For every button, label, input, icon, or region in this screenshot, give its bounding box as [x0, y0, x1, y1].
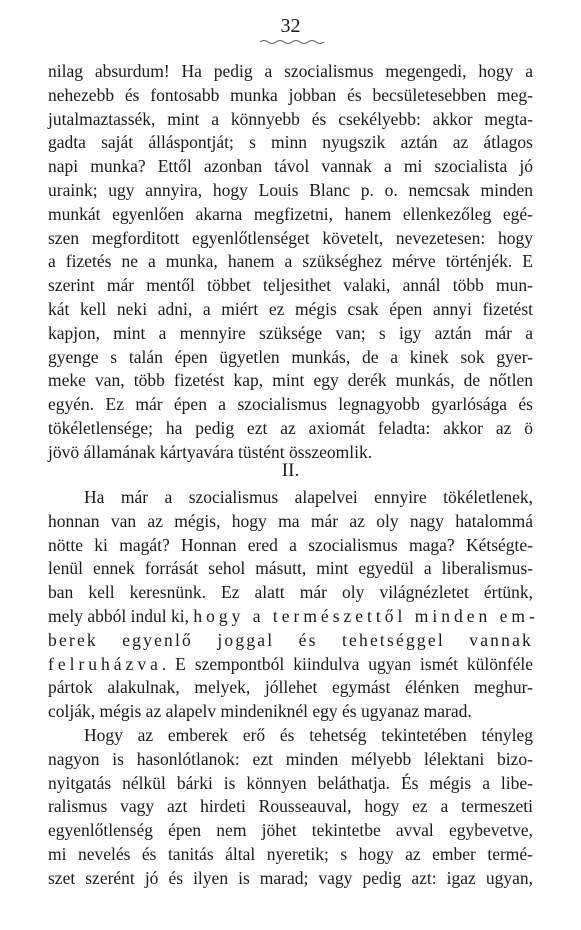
text-line: nehezebb és fontosabb munka jobban és becsületesebben meg-	[48, 84, 533, 105]
text-line: szerint már mentől többet teljesithet valaki, annál több mun-	[48, 275, 533, 296]
text-fragment: . E szempontból kiindulva ugyan ismét különféle	[161, 653, 533, 674]
page-number: 32	[280, 15, 301, 37]
text-line: egyenlőtlenség épen nem jöhet tekintetbe avval egybevetve,	[48, 820, 533, 841]
text-line: gadta saját álláspontját; s minn nyugszik aztán az átlagos	[48, 132, 533, 153]
text-line: ralismus vagy azt hirdeti Rousseauval, hogy ez a termeszeti	[48, 796, 533, 817]
text-line: nötte ki magát? Honnan ered a szocialismus maga? Kétségte-	[48, 534, 533, 555]
text-line: egyén. Ez már épen a szocialismus legnagyobb gyarlósága és	[48, 394, 533, 415]
text-line: nilag absurdum! Ha pedig a szocialismus megengedi, hogy a	[48, 61, 533, 81]
text-line: nagyon is hasonlótlanok: ezt minden mélyebb lélektani bizo-	[48, 748, 533, 769]
text-line: jövö államának kártyavára tüstént összeomlik.	[48, 441, 373, 462]
text-line: uraink; ugy annyira, hogy Louis Blanc p. o. nemcsak minden	[48, 179, 533, 200]
paragraph-continued	[48, 60, 533, 465]
paragraph-section-2b	[48, 724, 533, 891]
text-line: napi munka? Ettől azonban távol vannak a mi szocialista jó	[48, 156, 533, 177]
spaced-emphasis-line: berek egyenlő joggal és tehetséggel vannak	[48, 629, 533, 650]
text-line: Hogy az emberek erő és tehetség tekintetében tényleg	[84, 725, 533, 745]
text-line: colják, mégis az alapelv mindeniknél egy és ugyanaz marad.	[48, 701, 472, 722]
section-heading: II.	[281, 460, 300, 481]
text-line-mixed	[48, 653, 533, 677]
text-line: munkát egyenlően akarna megfizetni, hanem ellenkezőleg egé-	[48, 203, 533, 224]
text-line: kapjon, mint a mennyire szüksége van; s igy aztán már a	[48, 322, 533, 343]
text-line: szet szerént jó és ilyen is marad; vagy pedig azt: igaz ugyan,	[48, 867, 533, 888]
ornament-flourish	[258, 38, 326, 46]
text-line: ban kell keresnünk. Ez alatt már oly világnézletet értünk,	[48, 582, 533, 603]
text-line: gyenge s talán épen ügyetlen munkás, de a kinek sok gyer-	[48, 346, 533, 367]
text-line: lenül ennek forrását sehol másutt, mint egyedül a liberalismus-	[48, 558, 533, 579]
paragraph-section-2	[48, 486, 539, 724]
text-line: meke van, több fizetést kap, mint egy derék munkás, de nőtlen	[48, 370, 533, 391]
text-line: szen megforditott egyenlőtlenséget követelt, nevezetesen: hogy	[48, 227, 533, 248]
text-line: pártok alakulnak, melyek, jóllehet egymást élénken meghur-	[48, 677, 533, 698]
text-line: jutalmaztassék, mint a könnyebb és csekélyebb: akkor megta-	[48, 108, 533, 129]
spaced-emphasis: hogy a természettől minden em-	[193, 605, 539, 626]
text-line: Ha már a szocialismus alapelvei ennyire tökéletlenek,	[84, 487, 533, 507]
text-line-mixed	[48, 605, 539, 629]
text-line: a fizetés ne a munka, hanem a szükséghez mérve történjék. E	[48, 251, 533, 272]
text-fragment: mely abból indul ki,	[48, 605, 194, 626]
text-line: nyitgatás nélkül bárki is könnyen beláthatja. És mégis a libe-	[48, 772, 533, 793]
text-line: tökéletlensége; ha pedig ezt az axiomát feladta: akkor az ö	[48, 417, 533, 438]
text-line: mi nevelés és tanitás által nyeretik; s hogy az ember termé-	[48, 843, 533, 864]
text-line: honnan van az mégis, hogy ma már az oly nagy hatalommá	[48, 510, 533, 531]
spaced-emphasis: felruházva	[48, 653, 162, 674]
text-line: kát kell neki adni, a miért ez mégis csak épen annyi fizetést	[48, 298, 533, 319]
